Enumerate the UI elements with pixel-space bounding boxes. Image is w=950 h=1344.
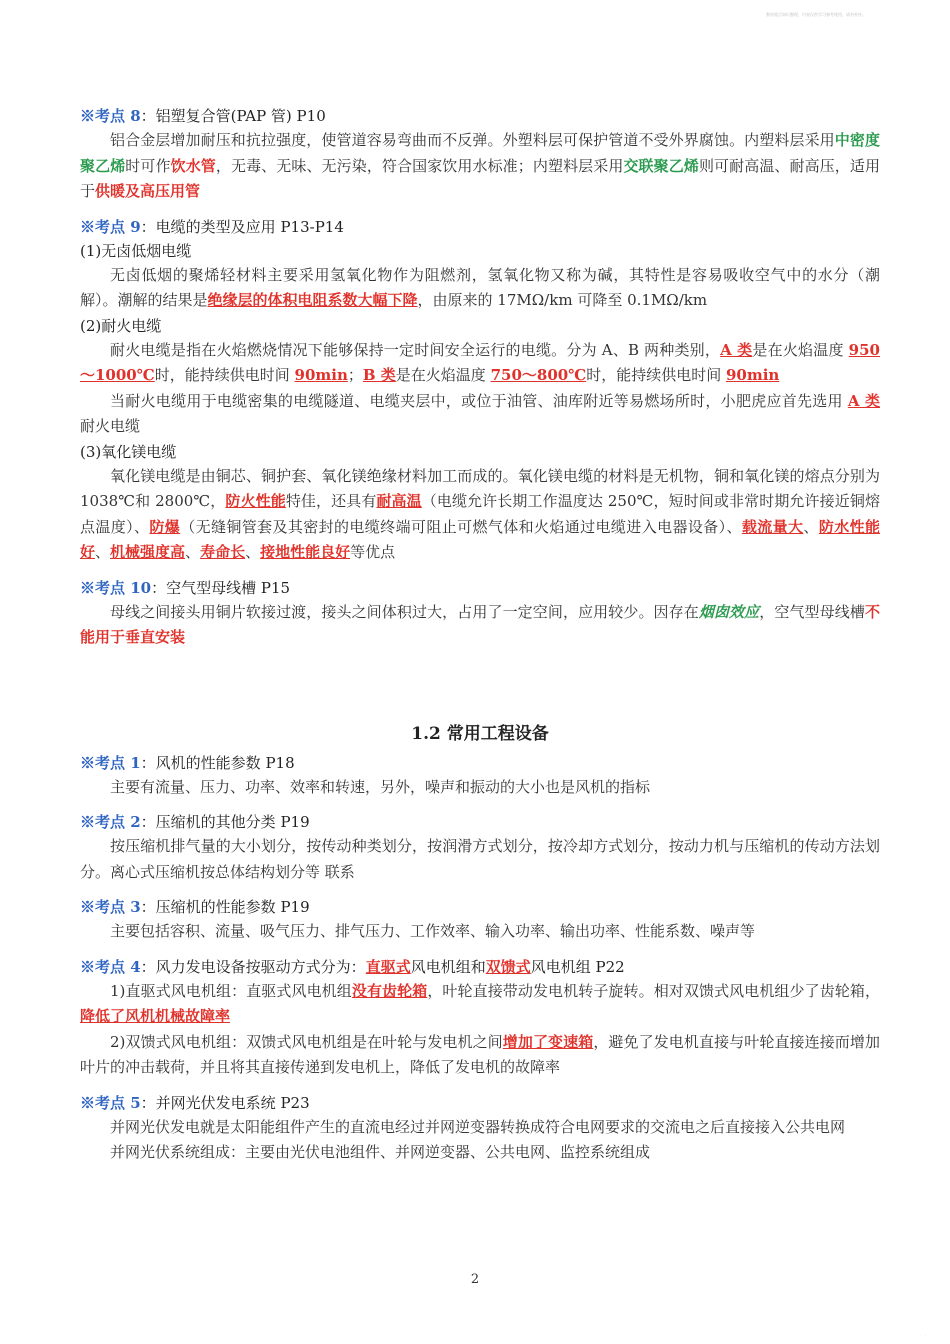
text-segment: 1)直驱式风电机组：直驱式风电机组 [110,981,352,1000]
text-segment: 耐火电缆 [80,417,141,435]
keypoint-heading [80,215,880,239]
text-segment: ，由原来的 17MΩ/km 可降至 0.1MΩ/km [417,291,708,309]
paragraph [80,775,880,801]
emphasis-segment: 90min [725,366,780,384]
header-note: 教材重点知识整理，内容仅供学习参考使用，请勿外传。 [766,12,866,17]
emphasis-segment: 机械强度高 [110,543,186,561]
text-segment: 主要有流量、压力、功率、效率和转速，另外，噪声和振动的大小也是风机的指标 [110,777,651,796]
text-segment: ，避免了发电机直接与叶轮直接连接而增加叶片的冲击载荷，并且将其直接传递到发电机上，降低了发电机的故障率 [80,1032,880,1076]
keypoint-label: ※考点 1 [80,753,141,772]
emphasis-segment: 饮水管 [170,156,216,175]
keypoint-heading [80,955,880,979]
emphasis-segment: 接地性能良好 [260,543,351,561]
keypoint-4 [80,955,880,1081]
keypoint-heading [80,810,880,834]
emphasis-segment: 950～1000℃ [80,340,880,384]
keypoint-heading [80,104,880,128]
emphasis-segment: 供暖及高压用管 [95,182,201,200]
text-segment: ； [347,366,363,384]
paragraph [80,263,880,314]
text-segment: 则可耐高温、耐高压，适用于 [80,156,880,200]
text-segment: 特佳，还具有 [285,492,377,510]
keypoint-title: ：电缆的类型及应用 P13-P14 [140,217,344,236]
text-segment: 、 [185,543,201,561]
paragraph [80,464,880,566]
subheading: (3)氧化镁电缆 [80,442,177,461]
text-segment: 并网光伏系统组成：主要由光伏电池组件、并网逆变器、公共电网、监控系统组成 [110,1143,651,1161]
keypoint-2 [80,810,880,885]
text-segment: 并网光伏发电就是太阳能组件产生的直流电经过并网逆变器转换成符合电网要求的交流电之后直接接入公共电网 [110,1117,846,1136]
keypoint-title: 风电机组和 [410,957,486,976]
text-segment: 耐火电缆是指在火焰燃烧情况下能够保持一定时间安全运行的电缆。分为 A、B 两种类别， [110,340,721,359]
text-segment: 、 [803,517,819,536]
keypoint-9 [80,215,880,566]
emphasis-segment: A 类 [847,391,880,410]
text-segment: 、 [95,543,111,561]
keypoint-title: ：压缩机的其他分类 P19 [140,813,310,831]
emphasis-segment: 防爆 [149,517,181,536]
keypoint-label: ※考点 4 [80,957,141,976]
subheading: (2)耐火电缆 [80,316,162,335]
paragraph [80,600,880,651]
emphasis-segment: 寿命长 [200,543,246,561]
text-segment: ，空气型母线槽 [759,602,865,621]
emphasis-segment: 没有齿轮箱 [351,981,428,1000]
keypoint-label: ※考点 3 [80,898,141,916]
text-segment: 按压缩机排气量的大小划分，按传动种类划分，按润滑方式划分，按冷却方式划分，按动力机与压缩机的传动方法划分。离心式压缩机按总体结构划分等 联系 [80,837,880,881]
text-segment: 等优点 [350,543,396,561]
paragraph [80,1030,880,1081]
footer-note: · [924,1333,926,1338]
emphasis-segment: 烟囱效应 [698,602,760,621]
text-segment: （无缝铜管套及其密封的电缆终端可阻止可燃气体和火焰通过电缆进入电器设备）、 [180,517,742,536]
keypoint-title: ：压缩机的性能参数 P19 [140,898,310,916]
text-segment: 、 [245,543,261,561]
paragraph [80,919,880,945]
text-segment: 主要包括容积、流量、吸气压力、排气压力、工作效率、输入功率、输出功率、性能系数、噪声等 [110,922,756,940]
keypoint-label: ※考点 10 [80,578,152,597]
emphasis-segment: B 类 [362,366,396,384]
keypoint-label: ※考点 5 [80,1093,141,1112]
subheading: (1)无卤低烟电缆 [80,241,192,260]
keypoint-heading [80,576,880,600]
emphasis-segment: 防火性能 [225,492,286,510]
keypoint-title: 风电机组 P22 [530,957,625,976]
text-segment: 当耐火电缆用于电缆密集的电缆隧道、电缆夹层中，或位于油管、油库附近等易燃场所时，小肥虎应首先选用 [110,391,848,410]
paragraph [80,1140,880,1166]
emphasis-segment: 中密度聚乙烯 [80,131,880,175]
page-number: 2 [470,1272,480,1287]
emphasis-segment: 防水性能好 [80,517,880,561]
text-segment: （电缆允许长期工作温度达 250℃，短时间或非常时期允许接近铜熔点温度）、 [80,492,880,536]
keypoint-title: ：风机的性能参数 P18 [140,753,295,772]
keypoint-label: ※考点 8 [80,107,141,125]
text-segment: 时，能持续供电时间 [154,366,295,384]
keypoint-10 [80,576,880,651]
text-segment: 时，能持续供电时间 [586,366,726,384]
paragraph [80,834,880,885]
emphasis-segment: 绝缘层的体积电阻系数大幅下降 [207,291,418,309]
text-segment: ，无毒、无味、无污染，符合国家饮用水标准；内塑料层采用 [215,156,624,175]
keypoint-title: ：风力发电设备按驱动方式分为： [140,957,366,976]
emphasis-segment: 增加了变速箱 [502,1032,594,1051]
keypoint-1 [80,751,880,801]
emphasis-segment: 耐高温 [376,492,422,510]
keypoint-title: ：空气型母线槽 P15 [151,578,291,597]
emphasis-segment: 降低了风机机械故障率 [80,1007,231,1025]
keypoint-heading [80,1091,880,1115]
emphasis-segment: 不能用于垂直安装 [80,602,880,646]
paragraph [80,389,880,440]
paragraph [80,1115,880,1141]
keypoint-3 [80,895,880,945]
text-segment: 铝合金层增加耐压和抗拉强度，使管道容易弯曲而不反弹。外塑料层可保护管道不受外界腐蚀。内塑料层采用 [110,131,835,149]
keypoint-heading [80,751,880,775]
keypoint-title-emphasis: 直驱式 [365,957,411,976]
emphasis-segment: 交联聚乙烯 [623,156,699,175]
text-segment: 2)双馈式风电机组：双馈式风电机组是在叶轮与发电机之间 [110,1032,503,1051]
emphasis-segment: 90min [294,366,348,384]
paragraph [80,338,880,389]
keypoint-title-emphasis: 双馈式 [485,957,531,976]
paragraph [80,128,880,205]
keypoint-5 [80,1091,880,1166]
text-segment: 时可作 [125,156,171,175]
text-segment: 母线之间接头用铜片软接过渡，接头之间体积过大，占用了一定空间，应用较少。因存在 [110,602,699,621]
keypoint-heading [80,895,880,919]
document-body [80,104,880,1176]
emphasis-segment: 750～800℃ [490,366,587,384]
text-segment: 是在火焰温度 [395,366,491,384]
keypoint-title: ：并网光伏发电系统 P23 [140,1093,310,1112]
text-segment: 无卤低烟的聚烯轻材料主要采用氢氧化物作为阻燃剂，氢氧化物又称为碱，其特性是容易吸收空气中的水分（潮解）。潮解的结果是 [80,265,880,309]
paragraph [80,979,880,1030]
keypoint-8 [80,104,880,205]
section-title: 1.2 常用工程设备 [411,723,549,744]
keypoint-label: ※考点 9 [80,217,141,236]
emphasis-segment: A 类 [720,340,753,359]
keypoint-title: ：铝塑复合管(PAP 管) P10 [140,107,326,125]
emphasis-segment: 载流量大 [741,517,804,536]
text-segment: 氧化镁电缆是由铜芯、铜护套、氧化镁绝缘材料加工而成的。氧化镁电缆的材料是无机物，铜和氧化镁的熔点分别为 1038℃和 2800℃， [80,466,880,510]
text-segment: ，叶轮直接带动发电机转子旋转。相对双馈式风电机组少了齿轮箱， [427,981,880,1000]
keypoint-label: ※考点 2 [80,813,141,831]
text-segment: 是在火焰温度 [752,340,849,359]
